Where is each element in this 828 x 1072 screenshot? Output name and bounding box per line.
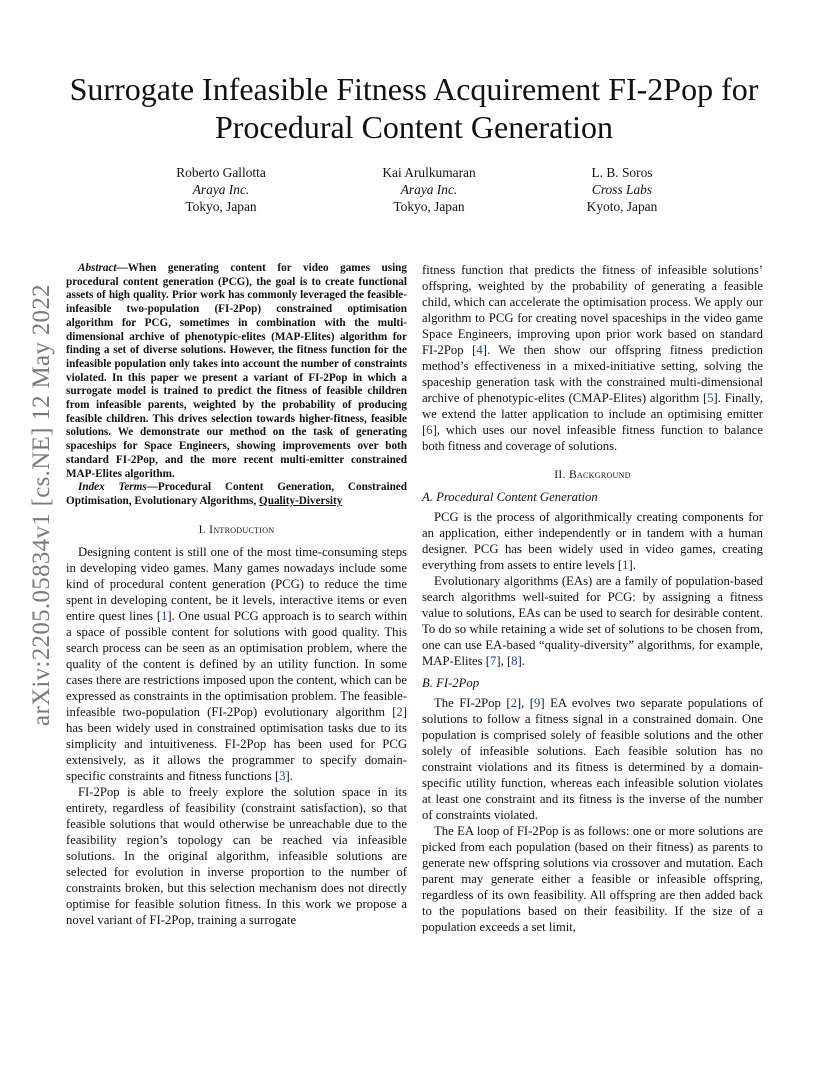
paper-title: Surrogate Infeasible Fitness Acquirement FI-2Pop for Procedural Content Generation bbox=[69, 71, 759, 145]
author-1 bbox=[126, 164, 316, 215]
citation-link[interactable]: 8 bbox=[511, 654, 518, 668]
pcg-paragraph-1: PCG is the process of algorithmically creating components for an application, either independently or in tandem with a human designer. PCG has been widely used in video games, creating everything from assets to entire levels [1]. bbox=[422, 510, 763, 572]
citation-link[interactable]: 2 bbox=[396, 704, 403, 719]
author-affiliation: Araya Inc. bbox=[400, 182, 458, 197]
author-2 bbox=[334, 164, 524, 215]
subsection-heading-fi2pop: B. FI-2Pop bbox=[422, 676, 480, 690]
fi2pop-paragraph-2: The EA loop of FI-2Pop is as follows: one or more solutions are picked from each population (based on their fitness) as parents to generate new offspring solutions via crossover and mutation. Each parent may generate either a feasible or infeasible offspring, regardless of its own feasibility. All offspring are then added back to the populations based on their feasibility. If the size of a population exceeds a set limit, bbox=[422, 824, 763, 934]
author-location: Tokyo, Japan bbox=[185, 199, 257, 214]
subsection-heading-pcg: A. Procedural Content Generation bbox=[422, 490, 598, 504]
citation-link[interactable]: 3 bbox=[279, 768, 286, 783]
author-location: Kyoto, Japan bbox=[586, 199, 658, 214]
index-terms-lead: Index Terms bbox=[78, 481, 147, 494]
section-heading-background: II. Background bbox=[554, 468, 631, 481]
citation-link[interactable]: 4 bbox=[476, 343, 483, 357]
citation-link[interactable]: 1 bbox=[622, 558, 629, 572]
author-location: Tokyo, Japan bbox=[393, 199, 465, 214]
citation-link[interactable]: 9 bbox=[534, 696, 541, 710]
intro-paragraph-2: FI-2Pop is able to freely explore the solution space in its entirety, regardless of feasibility (constraint satisfaction), so that feasible solutions that would otherwise be unreachable due to the feasibility region’s topology can be reached via infeasible solutions. In the original algorithm, infeasible solutions are selected for evolution in inverse proportion to the number of constraints broken, but this selection mechanism does not directly optimise for feasible solution fitness. In this work we propose a novel variant of FI-2Pop, training a surrogate bbox=[66, 784, 407, 927]
citation-link[interactable]: 2 bbox=[510, 696, 517, 710]
author-3 bbox=[527, 164, 717, 215]
author-name: L. B. Soros bbox=[591, 165, 653, 180]
arxiv-sidebar bbox=[22, 270, 62, 740]
author-affiliation: Cross Labs bbox=[591, 182, 653, 197]
arxiv-identifier: arXiv:2205.05834v1 [cs.NE] 12 May 2022 bbox=[28, 284, 55, 726]
index-terms-text: —Procedural Content Generation, Constrained Optimisation, Evolutionary Algorithms, bbox=[66, 481, 407, 507]
citation-link[interactable]: 1 bbox=[161, 608, 168, 623]
citation-link[interactable]: 6 bbox=[426, 423, 433, 437]
intro-paragraph-3: fitness function that predicts the fitness of infeasible solutions’ offspring, weighted by the probability of generating a feasible child, which can accelerate the optimisation process. We apply our algorithm to PCG for creating novel spaceships in the video game Space Engineers, improving upon prior work based on standard FI-2Pop [4]. We then show our offspring fitness prediction method’s effectiveness in a mixed-initiative setting, solving the spaceship generation task with the constrained multi-dimensional archive of phenotypic-elites (CMAP-Elites) algorithm [5]. Finally, we extend the latter application to include an optimising emitter [6], which uses our novel infeasible fitness function to balance both fitness and coverage of solutions. bbox=[422, 263, 763, 453]
citation-link[interactable]: 5 bbox=[707, 391, 714, 405]
right-column bbox=[422, 262, 763, 935]
pcg-paragraph-2: Evolutionary algorithms (EAs) are a family of population-based search algorithms well-suited for PCG: by assigning a fitness value to solutions, EAs can be used to search for desirable content. To do so while retaining a wide set of solutions to be chosen from, one can use EA-based “quality-diversity” algorithms, for example, MAP-Elites [7], [8]. bbox=[422, 574, 763, 668]
left-column bbox=[66, 262, 407, 928]
abstract bbox=[66, 262, 407, 481]
author-name: Roberto Gallotta bbox=[176, 165, 266, 180]
author-name: Kai Arulkumaran bbox=[382, 165, 476, 180]
citation-link[interactable]: 7 bbox=[490, 654, 497, 668]
abstract-lead: Abstract bbox=[78, 262, 117, 274]
author-affiliation: Araya Inc. bbox=[192, 182, 250, 197]
index-terms bbox=[66, 481, 407, 508]
fi2pop-paragraph-1: The FI-2Pop [2], [9] EA evolves two separate populations of solutions to follow a fitness signal in a constrained domain. One population is comprised solely of feasible solutions and the other solely of infeasible solutions. Each feasible solution has no constraint violations and its fitness is determined by a domain-specific utility function, whereas each infeasible solution violates at least one constraint and its fitness is the inverse of the number of constraints violated. bbox=[422, 696, 763, 822]
index-terms-last: Quality-Diversity bbox=[259, 494, 343, 507]
intro-paragraph-1: Designing content is still one of the most time-consuming steps in developing video games. Many games nowadays include some kind of procedural content generation (PCG) to reduce the time spent in developing content, be it levels, interactive items or even entire quest lines [1]. One usual PCG approach is to search within a space of possible content for solutions with good quality. This search process can be seen as an optimisation problem, where the quality of the content is defined by an utility function. In some cases there are restrictions imposed upon the content, which can be expressed as constraints in the optimisation problem. The feasible-infeasible two-population (FI-2Pop) evolutionary algorithm [2] has been widely used in constrained optimisation tasks due to its simplicity and intuitiveness. FI-2Pop has been used for PCG extensively, as it allows the programmer to specify domain-specific constraints and fitness functions [3]. bbox=[66, 544, 407, 783]
abstract-text: —When generating content for video games using procedural content generation (PCG), the goal is to create functional assets of high quality. Prior work has commonly leveraged the feasible-infeasible two-population (FI-2Pop) constrained optimisation algorithm for PCG, sometimes in combination with the multi-dimensional archive of phenotypic-elites (MAP-Elites) algorithm for finding a set of diverse solutions. However, the fitness function for the infeasible population only takes into account the number of constraints violated. In this paper we present a variant of FI-2Pop in which a surrogate model is trained to predict the fitness of feasible children from infeasible parents, weighted by the probability of producing feasible children. This drives selection towards higher-fitness, feasible solutions. We demonstrate our method on the task of generating spaceships for Space Engineers, showing improvements over both standard FI-2Pop, and the more recent multi-emitter constrained MAP-Elites algorithm. bbox=[66, 262, 407, 480]
section-heading-introduction: I. Introduction bbox=[198, 522, 275, 536]
